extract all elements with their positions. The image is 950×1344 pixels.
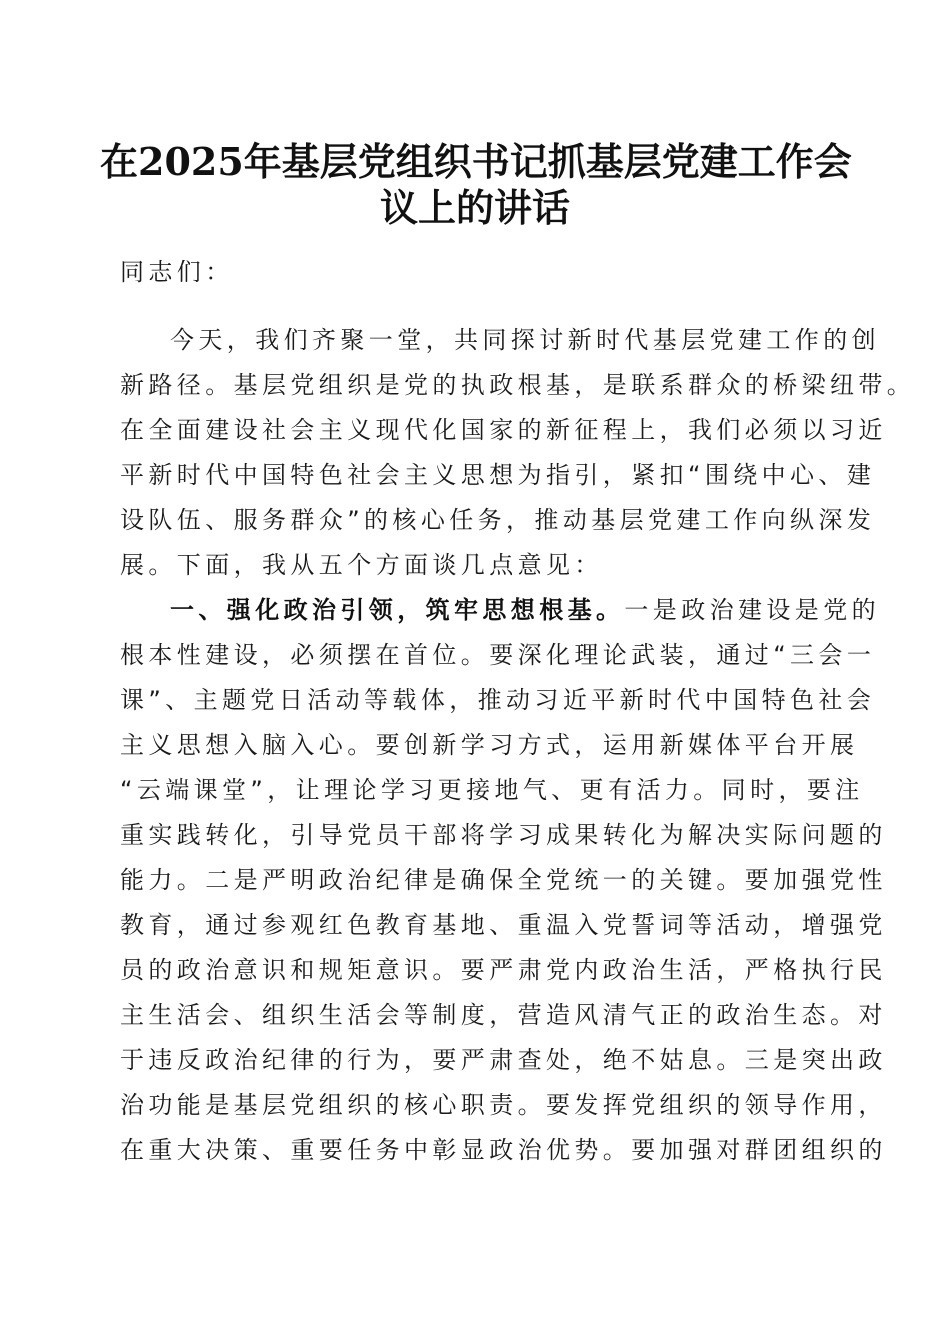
paragraph-line: 于违反政治纪律的行为，要严肃查处，绝不姑息。三是突出政 bbox=[120, 1046, 887, 1074]
document-title-line-2: 议上的讲话 bbox=[379, 185, 570, 230]
paragraph-line: 能力。二是严明政治纪律是确保全党统一的关键。要加强党性 bbox=[120, 866, 887, 894]
section-heading-line bbox=[170, 588, 880, 632]
paragraph-line: 设队伍、服务群众”的核心任务，推动基层党建工作向纵深发 bbox=[120, 506, 876, 534]
paragraph-line: 主生活会、组织生活会等制度，营造风清气正的政治生态。对 bbox=[120, 1001, 887, 1029]
section-1-heading: 一、强化政治引领，筑牢思想根基。 bbox=[170, 596, 625, 624]
paragraph-line: 治功能是基层党组织的核心职责。要发挥党组织的领导作用， bbox=[120, 1091, 887, 1119]
document-title-line-1: 在2025年基层党组织书记抓基层党建工作会 bbox=[100, 139, 852, 184]
paragraph-line: 重实践转化，引导党员干部将学习成果转化为解决实际问题的 bbox=[120, 821, 887, 849]
paragraph-line: 新路径。基层党组织是党的执政根基，是联系群众的桥梁纽带。 bbox=[120, 371, 916, 399]
paragraph-line: 今天，我们齐聚一堂，共同探讨新时代基层党建工作的创 bbox=[170, 326, 880, 354]
paragraph-line: 在全面建设社会主义现代化国家的新征程上，我们必须以习近 bbox=[120, 416, 887, 444]
paragraph-line: “云端课堂”，让理论学习更接地气、更有活力。同时，要注 bbox=[120, 776, 864, 804]
paragraph-line: 展。下面，我从五个方面谈几点意见： bbox=[120, 551, 603, 579]
paragraph-line: 教育，通过参观红色教育基地、重温入党誓词等活动，增强党 bbox=[120, 911, 887, 939]
section-1-lead: 一是政治建设是党的 bbox=[624, 596, 881, 624]
paragraph-line: 员的政治意识和规矩意识。要严肃党内政治生活，严格执行民 bbox=[120, 956, 887, 984]
paragraph-line: 在重大决策、重要任务中彰显政治优势。要加强对群团组织的 bbox=[120, 1136, 887, 1164]
paragraph-line: 根本性建设，必须摆在首位。要深化理论武装，通过“三会一 bbox=[120, 641, 876, 669]
paragraph-line: 主义思想入脑入心。要创新学习方式，运用新媒体平台开展 bbox=[120, 731, 859, 759]
paragraph-line: 课”、主题党日活动等载体，推动习近平新时代中国特色社会 bbox=[120, 686, 876, 714]
salutation: 同志们： bbox=[120, 258, 234, 286]
paragraph-line: 平新时代中国特色社会主义思想为指引，紧扣“围绕中心、建 bbox=[120, 461, 876, 489]
